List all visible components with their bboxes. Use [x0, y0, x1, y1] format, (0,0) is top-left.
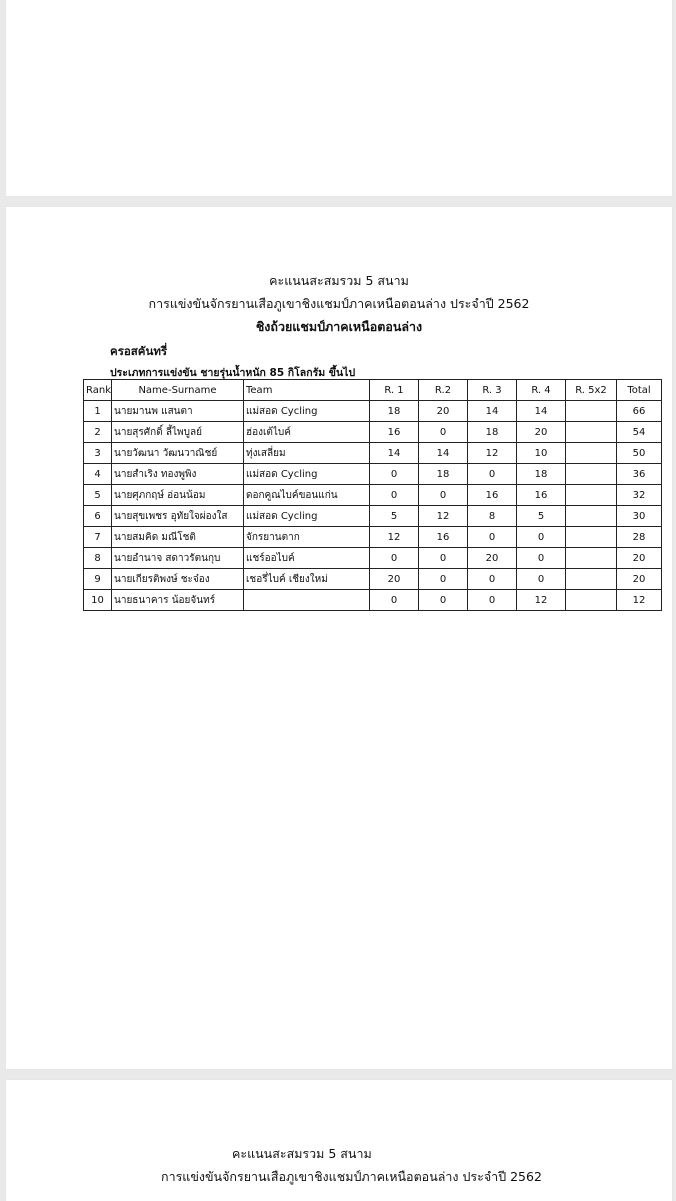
results-body — [84, 401, 662, 611]
header-r2: R.2 — [419, 380, 468, 401]
next-page-title: คะแนนสะสมรวม 5 สนาม — [232, 1146, 372, 1161]
name-cell: นายธนาคาร น้อยจันทร์ — [112, 590, 244, 611]
team-cell: แม่สอด Cycling — [244, 506, 370, 527]
r1-cell: 20 — [370, 569, 419, 590]
r5-cell — [566, 569, 617, 590]
team-cell — [244, 590, 370, 611]
r2-cell: 16 — [419, 527, 468, 548]
r4-cell: 0 — [517, 527, 566, 548]
r2-cell: 0 — [419, 569, 468, 590]
rank-cell: 4 — [84, 464, 112, 485]
r2-cell: 14 — [419, 443, 468, 464]
r1-cell: 0 — [370, 485, 419, 506]
trophy-title: ชิงถ้วยแชมป์ภาคเหนือตอนล่าง — [255, 319, 423, 334]
name-cell: นายสุรศักดิ์ ลี้ไพบูลย์ — [112, 422, 244, 443]
table-row — [84, 464, 662, 485]
previous-page — [6, 0, 672, 196]
total-cell: 32 — [617, 485, 662, 506]
total-cell: 20 — [617, 569, 662, 590]
name-cell: นายเกียรติพงษ์ ชะจ๋อง — [112, 569, 244, 590]
total-cell: 66 — [617, 401, 662, 422]
event-title: การแข่งขันจักรยานเสือภูเขาชิงแชมป์ภาคเหนือตอนล่าง ประจำปี 2562 — [148, 296, 530, 311]
r1-cell: 0 — [370, 464, 419, 485]
team-cell: แม่สอด Cycling — [244, 464, 370, 485]
results-page — [6, 207, 672, 1069]
rank-cell: 9 — [84, 569, 112, 590]
r4-cell: 0 — [517, 569, 566, 590]
category-label: ประเภทการแข่งขัน ชายรุ่นน้ำหนัก 85 กิโลกรัม ขึ้นไป — [110, 367, 356, 379]
header-r5: R. 5x2 — [566, 380, 617, 401]
r2-cell: 0 — [419, 548, 468, 569]
total-cell: 54 — [617, 422, 662, 443]
r3-cell: 8 — [468, 506, 517, 527]
r2-cell: 18 — [419, 464, 468, 485]
team-cell: เชอรี่ไบค์ เชียงใหม่ — [244, 569, 370, 590]
rank-cell: 7 — [84, 527, 112, 548]
r1-cell: 18 — [370, 401, 419, 422]
header-r4: R. 4 — [517, 380, 566, 401]
r2-cell: 0 — [419, 485, 468, 506]
r5-cell — [566, 590, 617, 611]
header-name: Name-Surname — [112, 380, 244, 401]
table-row — [84, 485, 662, 506]
r4-cell: 14 — [517, 401, 566, 422]
table-row — [84, 401, 662, 422]
r5-cell — [566, 443, 617, 464]
header-r1: R. 1 — [370, 380, 419, 401]
rank-cell: 2 — [84, 422, 112, 443]
next-page-event-title: การแข่งขันจักรยานเสือภูเขาชิงแชมป์ภาคเหนือตอนล่าง ประจำปี 2562 — [161, 1169, 542, 1184]
r1-cell: 0 — [370, 548, 419, 569]
r4-cell: 20 — [517, 422, 566, 443]
r5-cell — [566, 485, 617, 506]
rank-cell: 6 — [84, 506, 112, 527]
r4-cell: 5 — [517, 506, 566, 527]
rank-cell: 5 — [84, 485, 112, 506]
total-cell: 28 — [617, 527, 662, 548]
r5-cell — [566, 506, 617, 527]
r1-cell: 0 — [370, 590, 419, 611]
table-row — [84, 527, 662, 548]
results-table — [83, 379, 662, 611]
r3-cell: 14 — [468, 401, 517, 422]
rank-cell: 3 — [84, 443, 112, 464]
name-cell: นายสมคิด มณีโชติ — [112, 527, 244, 548]
name-cell: นายวัฒนา วัฒนวาณิชย์ — [112, 443, 244, 464]
next-page — [6, 1080, 672, 1201]
header-team: Team — [244, 380, 370, 401]
team-cell: ดอกคูณไบค์ขอนแก่น — [244, 485, 370, 506]
r2-cell: 20 — [419, 401, 468, 422]
r5-cell — [566, 548, 617, 569]
name-cell: นายมานพ แสนตา — [112, 401, 244, 422]
rank-cell: 10 — [84, 590, 112, 611]
r4-cell: 10 — [517, 443, 566, 464]
table-row — [84, 548, 662, 569]
r3-cell: 0 — [468, 590, 517, 611]
table-row — [84, 422, 662, 443]
r4-cell: 12 — [517, 590, 566, 611]
r1-cell: 12 — [370, 527, 419, 548]
table-row — [84, 506, 662, 527]
r3-cell: 16 — [468, 485, 517, 506]
r1-cell: 5 — [370, 506, 419, 527]
r4-cell: 16 — [517, 485, 566, 506]
r3-cell: 12 — [468, 443, 517, 464]
header-r3: R. 3 — [468, 380, 517, 401]
rank-cell: 1 — [84, 401, 112, 422]
r5-cell — [566, 401, 617, 422]
r1-cell: 16 — [370, 422, 419, 443]
r2-cell: 0 — [419, 590, 468, 611]
total-cell: 30 — [617, 506, 662, 527]
r5-cell — [566, 464, 617, 485]
r2-cell: 0 — [419, 422, 468, 443]
r3-cell: 0 — [468, 464, 517, 485]
rank-cell: 8 — [84, 548, 112, 569]
name-cell: นายสำเริง ทองพูพิง — [112, 464, 244, 485]
r5-cell — [566, 527, 617, 548]
page-title: คะแนนสะสมรวม 5 สนาม — [269, 273, 409, 288]
r1-cell: 14 — [370, 443, 419, 464]
total-cell: 50 — [617, 443, 662, 464]
total-cell: 36 — [617, 464, 662, 485]
table-header-row — [84, 380, 662, 401]
team-cell: ฮ่องเต้ไบค์ — [244, 422, 370, 443]
name-cell: นายอำนาจ สดาวรัตนกุบ — [112, 548, 244, 569]
total-cell: 20 — [617, 548, 662, 569]
team-cell: ทุ่งเสลี่ยม — [244, 443, 370, 464]
discipline-label: ครอสคันทรี่ — [110, 344, 168, 358]
r3-cell: 0 — [468, 527, 517, 548]
table-row — [84, 569, 662, 590]
team-cell: จักรยานตาก — [244, 527, 370, 548]
table-row — [84, 443, 662, 464]
total-cell: 12 — [617, 590, 662, 611]
name-cell: นายศุภกฤษ์ อ่อนน้อม — [112, 485, 244, 506]
r3-cell: 0 — [468, 569, 517, 590]
r2-cell: 12 — [419, 506, 468, 527]
header-rank: Rank — [84, 380, 112, 401]
name-cell: นายสุขเพชร อุทัยใจผ่องใส — [112, 506, 244, 527]
r5-cell — [566, 422, 617, 443]
team-cell: แม่สอด Cycling — [244, 401, 370, 422]
table-row — [84, 590, 662, 611]
r3-cell: 18 — [468, 422, 517, 443]
r4-cell: 0 — [517, 548, 566, 569]
r4-cell: 18 — [517, 464, 566, 485]
header-total: Total — [617, 380, 662, 401]
r3-cell: 20 — [468, 548, 517, 569]
team-cell: แชร์ออไบค์ — [244, 548, 370, 569]
